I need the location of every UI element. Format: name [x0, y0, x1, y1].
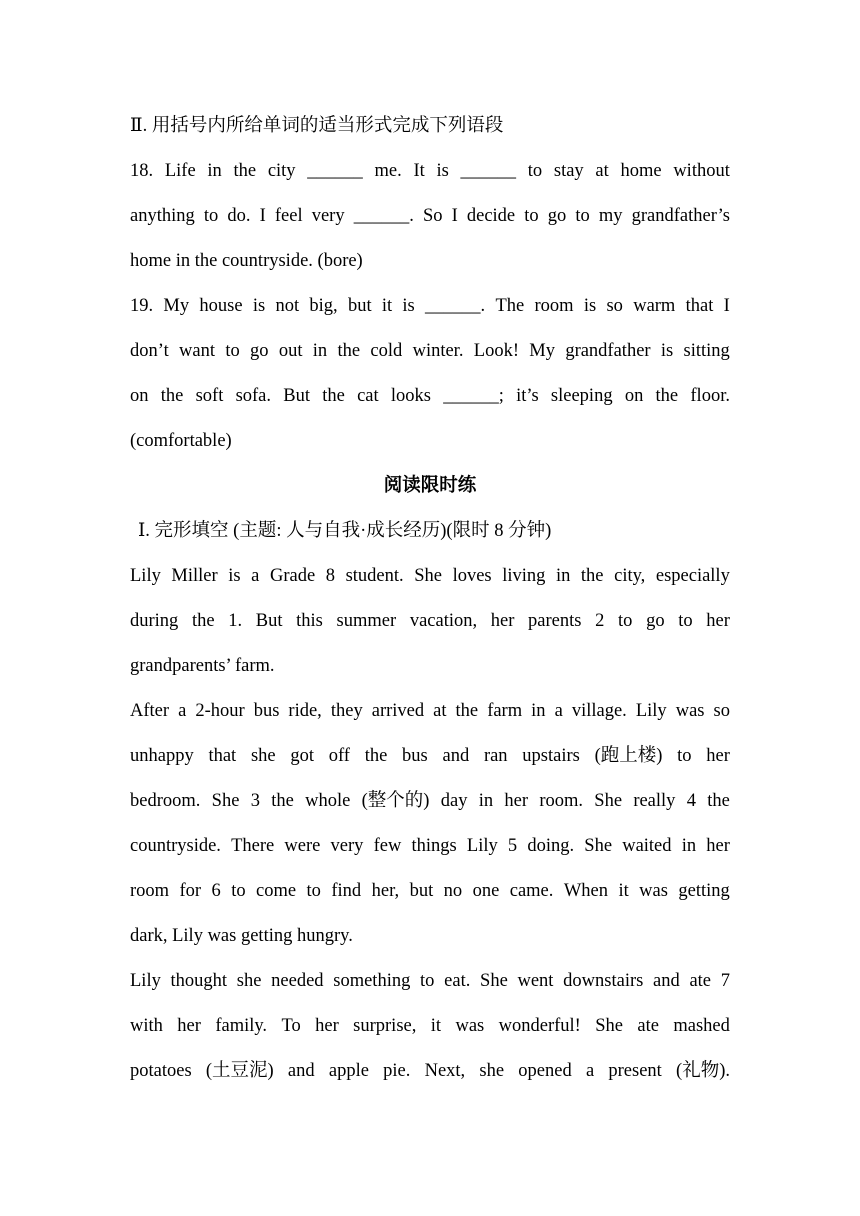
word: ______. [425, 296, 486, 316]
word: city, [614, 566, 646, 586]
passage-line-1 [130, 554, 730, 599]
word: summer [336, 611, 397, 631]
word: it [618, 881, 629, 901]
word: the [707, 791, 730, 811]
word: She [584, 836, 613, 856]
word: the [160, 386, 184, 406]
word: the [580, 566, 604, 586]
word: to [575, 206, 590, 226]
word: It [413, 161, 425, 181]
word: went [517, 971, 554, 991]
word: sofa. [235, 386, 272, 406]
word: a [251, 566, 260, 586]
passage-line-12 [130, 1049, 730, 1094]
word: so [713, 701, 730, 721]
word: to [527, 161, 543, 181]
word: She [211, 791, 240, 811]
word: it [430, 1016, 442, 1036]
word: things [411, 836, 457, 856]
word: in [555, 566, 571, 586]
word: don’t [130, 341, 169, 361]
word: she [236, 971, 262, 991]
word: Lily [466, 836, 498, 856]
word: loves [452, 566, 492, 586]
word: ran [483, 746, 508, 766]
word: She [595, 1016, 623, 1036]
document-page [130, 104, 730, 1094]
word: I [451, 206, 458, 226]
word: was [675, 701, 705, 721]
passage-line-2 [130, 599, 730, 644]
word: and [653, 971, 680, 991]
word: in [531, 701, 546, 721]
word: is [436, 161, 449, 181]
word: needed [271, 971, 324, 991]
word: was [639, 881, 668, 901]
word: a [178, 701, 187, 721]
passage-line-11 [130, 1004, 730, 1049]
word: house [199, 296, 243, 316]
word: and [287, 1061, 315, 1081]
word: getting [678, 881, 730, 901]
word: ______ [307, 161, 363, 181]
word: at [595, 161, 609, 181]
word: floor. [690, 386, 730, 406]
word: one [472, 881, 500, 901]
word: during [130, 611, 179, 631]
word: (土豆泥) [205, 1061, 274, 1081]
word: the [455, 701, 479, 721]
word: stay [553, 161, 584, 181]
word: in [478, 791, 494, 811]
word: and [442, 746, 470, 766]
word: sitting [683, 341, 730, 361]
word: 18. [130, 161, 154, 181]
word: got [290, 746, 314, 766]
word: very [311, 206, 345, 226]
word: The [495, 296, 525, 316]
word: with [130, 1016, 163, 1036]
passage-line-6 [130, 779, 730, 824]
word: on [130, 386, 149, 406]
word: countryside. [130, 836, 221, 856]
word: bedroom. [130, 791, 201, 811]
word: (礼物). [676, 1061, 730, 1081]
word: ride, [288, 701, 322, 721]
word: her [706, 836, 730, 856]
word: She [594, 791, 623, 811]
word: thought [170, 971, 228, 991]
word: the [364, 746, 388, 766]
word: she [479, 1061, 505, 1081]
word: room [534, 296, 574, 316]
word: find [331, 881, 362, 901]
word: is [660, 341, 674, 361]
word: decide [466, 206, 516, 226]
word: To [281, 1016, 301, 1036]
word: her, [371, 881, 400, 901]
word: She [414, 566, 442, 586]
word: 1. [228, 611, 243, 631]
section-2-title: Ⅱ. 用括号内所给单词的适当形式完成下列语段 [130, 116, 504, 136]
word: When [563, 881, 609, 901]
word: student. [345, 566, 404, 586]
word: to [203, 206, 219, 226]
word: the [233, 161, 257, 181]
word: is [228, 566, 241, 586]
word: 2 [595, 611, 605, 631]
word: this [296, 611, 323, 631]
word: do. [227, 206, 251, 226]
word: came. [509, 881, 554, 901]
word: 5 [507, 836, 518, 856]
word: soft [195, 386, 224, 406]
word: she [250, 746, 276, 766]
word: in [312, 341, 328, 361]
word: farm [487, 701, 523, 721]
word: I [259, 206, 266, 226]
word: sleeping [550, 386, 613, 406]
word: My [163, 296, 190, 316]
word: surprise, [353, 1016, 417, 1036]
word: something [333, 971, 411, 991]
word: to [678, 611, 693, 631]
word: I [723, 296, 730, 316]
word: to [306, 881, 321, 901]
cloze-title: Ⅰ. 完形填空 (主题: 人与自我·成长经历)(限时 8 分钟) [138, 521, 552, 541]
word: to [524, 206, 539, 226]
word: that [208, 746, 237, 766]
word: parents [528, 611, 582, 631]
word: no [443, 881, 463, 901]
word: ______. [353, 206, 414, 226]
word: 2-hour [195, 701, 245, 721]
q19-line-2 [130, 329, 730, 374]
passage-line-4 [130, 689, 730, 734]
word: bus [253, 701, 280, 721]
word: After [130, 701, 170, 721]
word: 7 [720, 971, 730, 991]
word: doing. [527, 836, 575, 856]
word: is [402, 296, 415, 316]
word: Next, [424, 1061, 466, 1081]
word: opened [518, 1061, 572, 1081]
word: feel [274, 206, 303, 226]
word: to [420, 971, 435, 991]
word: to [231, 881, 246, 901]
word: downstairs [563, 971, 644, 991]
word: at [433, 701, 447, 721]
word: My [529, 341, 555, 361]
word: to [225, 341, 240, 361]
word: waited [622, 836, 672, 856]
word: it [381, 296, 393, 316]
word: the [337, 341, 361, 361]
word: looks [390, 386, 431, 406]
word: without [673, 161, 730, 181]
word: 6 [211, 881, 221, 901]
word: Life [164, 161, 196, 181]
word: There [231, 836, 275, 856]
word: her [504, 791, 529, 811]
word: room [130, 881, 170, 901]
word: on [624, 386, 644, 406]
word: village. [571, 701, 627, 721]
word: Miller [171, 566, 218, 586]
word: potatoes [130, 1061, 192, 1081]
word: anything [130, 206, 195, 226]
word: that [685, 296, 714, 316]
word: the [322, 386, 345, 406]
word: is [583, 296, 597, 316]
word: Grade [269, 566, 316, 586]
word: pie. [383, 1061, 411, 1081]
word: present [608, 1061, 662, 1081]
word: me. [374, 161, 402, 181]
word: wonderful! [498, 1016, 581, 1036]
word: very [330, 836, 364, 856]
word: ______ [460, 161, 517, 181]
passage-line-5 [130, 734, 730, 779]
word: go [547, 206, 567, 226]
word: 4 [686, 791, 696, 811]
word: but [409, 881, 434, 901]
word: to [618, 611, 633, 631]
word: the [271, 791, 294, 811]
word: few [373, 836, 402, 856]
word: off [328, 746, 350, 766]
word: ate [637, 1016, 659, 1036]
word: vacation, [409, 611, 478, 631]
word: living [502, 566, 546, 586]
word: in [207, 161, 222, 181]
word: 8 [325, 566, 335, 586]
word: apple [328, 1061, 369, 1081]
passage-line-9: dark, Lily was getting hungry. [130, 926, 353, 946]
word: grandfather [565, 341, 651, 361]
word: (跑上楼) [594, 746, 663, 766]
q19-line-4: (comfortable) [130, 431, 232, 451]
word: (整个的) [361, 791, 430, 811]
word: cat [357, 386, 379, 406]
word: eat. [444, 971, 471, 991]
word: her [706, 611, 730, 631]
word: upstairs [522, 746, 580, 766]
reading-heading: 阅读限时练 [383, 476, 477, 496]
passage-line-10 [130, 959, 730, 1004]
word: for [179, 881, 202, 901]
word: So [422, 206, 443, 226]
word: winter. [412, 341, 464, 361]
word: day [440, 791, 468, 811]
word: the [655, 386, 679, 406]
word: really [633, 791, 676, 811]
q18-line-3: home in the countryside. (bore) [130, 251, 363, 271]
word: 19. [130, 296, 154, 316]
word: go [250, 341, 269, 361]
word: her [177, 1016, 201, 1036]
word: But [283, 386, 310, 406]
word: come [256, 881, 297, 901]
word: whole [305, 791, 351, 811]
word: She [480, 971, 508, 991]
passage-line-7 [130, 824, 730, 869]
word: ate [689, 971, 712, 991]
word: a [554, 701, 563, 721]
word: not [275, 296, 300, 316]
q18-line-2 [130, 194, 730, 239]
word: especially [655, 566, 730, 586]
word: Look! [473, 341, 519, 361]
word: cold [370, 341, 403, 361]
word: Lily [130, 971, 161, 991]
word: out [278, 341, 303, 361]
word: so [606, 296, 623, 316]
passage-line-3: grandparents’ farm. [130, 656, 275, 676]
word: the [191, 611, 215, 631]
word: room. [539, 791, 583, 811]
word: my [598, 206, 623, 226]
word: family. [215, 1016, 268, 1036]
word: her [315, 1016, 339, 1036]
word: big, [309, 296, 338, 316]
word: were [284, 836, 321, 856]
word: 3 [250, 791, 260, 811]
q18-line-1 [130, 149, 730, 194]
word: to [677, 746, 692, 766]
word: her [706, 746, 730, 766]
q19-line-1 [130, 284, 730, 329]
word: unhappy [130, 746, 194, 766]
word: it’s [516, 386, 539, 406]
word: bus [402, 746, 428, 766]
word: a [585, 1061, 595, 1081]
word: But [255, 611, 283, 631]
word: is [252, 296, 266, 316]
word: was [455, 1016, 485, 1036]
word: Lily [635, 701, 667, 721]
word: go [646, 611, 665, 631]
word: in [681, 836, 697, 856]
word: city [267, 161, 296, 181]
word: warm [633, 296, 676, 316]
word: home [620, 161, 662, 181]
word: her [490, 611, 515, 631]
passage-line-8 [130, 869, 730, 914]
word: ______; [443, 386, 504, 406]
word: arrived [371, 701, 425, 721]
word: mashed [673, 1016, 730, 1036]
word: want [179, 341, 215, 361]
q19-line-3 [130, 374, 730, 419]
word: they [330, 701, 363, 721]
word: but [347, 296, 372, 316]
word: Lily [130, 566, 161, 586]
word: grandfather’s [631, 206, 730, 226]
